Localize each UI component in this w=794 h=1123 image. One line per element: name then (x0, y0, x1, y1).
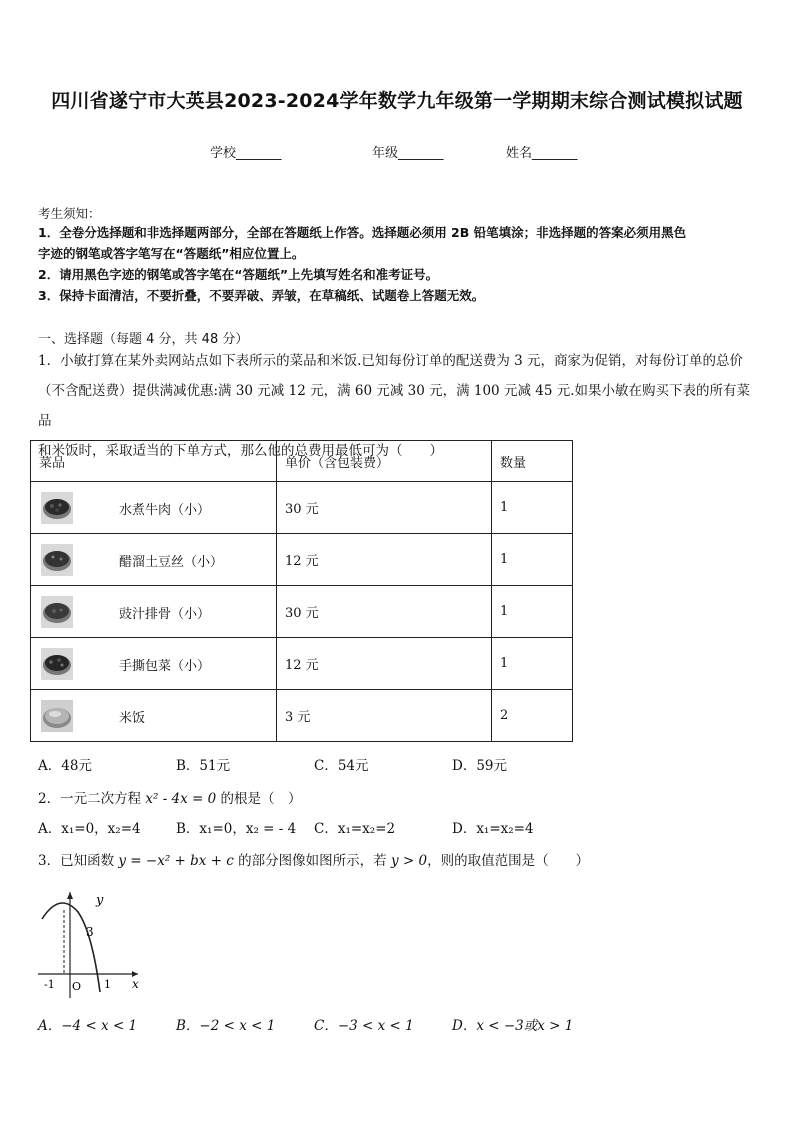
intercept-label-3: 3 (86, 925, 94, 939)
qty-cell: 1 (492, 482, 573, 534)
option-a[interactable]: A．x₁=0，x₂=4 (38, 821, 141, 837)
dish-name: 醋溜土豆丝（小） (119, 555, 224, 570)
price-cell: 30 元 (277, 586, 492, 638)
option-b[interactable]: B．51元 (176, 758, 231, 774)
option-a[interactable]: A．48元 (38, 758, 92, 774)
dish-photo-icon (41, 544, 73, 576)
table-header-cell: 菜品 (31, 441, 277, 482)
question-3-text (38, 846, 760, 876)
menu-table (30, 440, 573, 742)
option-d[interactable]: D．59元 (452, 758, 508, 774)
question-2-text (38, 784, 760, 814)
table-header-cell: 数量 (492, 441, 573, 482)
dish-cell (31, 586, 277, 638)
y-axis-arrow-icon (67, 892, 73, 899)
price-cell: 3 元 (277, 690, 492, 742)
dish-photo-icon (41, 596, 73, 628)
option-c[interactable]: C．x₁=x₂=2 (314, 821, 396, 837)
question-3-middle: 的部分图像如图所示，若 (233, 853, 391, 869)
question-2-suffix: 的根是（ ） (216, 791, 302, 807)
table-row (31, 482, 573, 534)
notice-list (38, 222, 760, 306)
table-header-row (31, 441, 573, 482)
table-row (31, 690, 573, 742)
notice-item: 3．保持卡面清洁，不要折叠，不要弄破、弄皱，在草稿纸、试题卷上答题无效。 (38, 288, 485, 303)
section-title: 一、选择题（每题 4 分，共 48 分） (38, 332, 249, 347)
price-cell: 12 元 (277, 638, 492, 690)
table-header-cell: 单价（含包装费） (277, 441, 492, 482)
option-a[interactable]: A．−4 < x < 1 (38, 1018, 138, 1034)
question-1-line: 和米饭时，采取适当的下单方式，那么他的总费用最低可为（ ） (38, 443, 443, 459)
dish-photo-icon (41, 492, 73, 524)
question-2-equation: x² - 4x = 0 (145, 791, 217, 807)
dish-cell (31, 638, 277, 690)
parabola-graph (34, 884, 144, 1004)
name-field[interactable]: 姓名_______ (506, 146, 578, 161)
question-3-suffix: ，则的取值范围是（ ） (427, 853, 590, 869)
dish-cell (31, 482, 277, 534)
question-3-function: y = −x² + bx + c (118, 853, 234, 869)
rice-bowl-icon (41, 700, 73, 732)
grade-field[interactable]: 年级_______ (372, 146, 444, 161)
notice-label: 考生须知： (38, 206, 101, 221)
tick-label-neg1: -1 (44, 978, 55, 991)
dish-cell (31, 690, 277, 742)
option-c[interactable]: C．−3 < x < 1 (314, 1018, 414, 1034)
question-2-prefix: 2．一元二次方程 (38, 791, 146, 807)
price-cell: 12 元 (277, 534, 492, 586)
question-1-line: 1．小敏打算在某外卖网站点如下表所示的菜品和米饭.已知每份订单的配送费为 3 元，商家为促销，对每份订单的总价 (38, 353, 744, 369)
table-row (31, 638, 573, 690)
notice-item: 字迹的钢笔或答字笔写在“答题纸”相应位置上。 (38, 246, 305, 261)
school-field[interactable]: 学校_______ (210, 146, 282, 161)
x-axis-label: x (132, 977, 139, 991)
option-d[interactable]: D．x < −3或x > 1 (452, 1018, 574, 1034)
question-1-line: （不含配送费）提供满减优惠:满 30 元减 12 元，满 60 元减 30 元，满 100 元减 45 元.如果小敏在购买下表的所有菜品 (38, 383, 750, 429)
price-cell: 30 元 (277, 482, 492, 534)
option-c[interactable]: C．54元 (314, 758, 369, 774)
dish-photo-icon (41, 648, 73, 680)
dish-name: 手撕包菜（小） (119, 659, 211, 674)
notice-item: 1．全卷分选择题和非选择题两部分，全部在答题纸上作答。选择题必须用 2B 铅笔填涂；非选择题的答案必须用黑色 (38, 225, 687, 240)
question-3-condition: y > 0 (390, 853, 428, 869)
dish-name: 豉汁排骨（小） (119, 607, 211, 622)
dish-name: 水煮牛肉（小） (119, 503, 211, 518)
option-b[interactable]: B．−2 < x < 1 (176, 1018, 276, 1034)
qty-cell: 1 (492, 638, 573, 690)
dish-name: 米饭 (119, 711, 146, 726)
qty-cell: 1 (492, 586, 573, 638)
question-3-prefix: 3．已知函数 (38, 853, 119, 869)
qty-cell: 1 (492, 534, 573, 586)
y-axis-label: y (96, 893, 104, 908)
tick-label-1: 1 (104, 978, 111, 991)
dish-cell (31, 534, 277, 586)
option-d[interactable]: D．x₁=x₂=4 (452, 821, 534, 837)
origin-label: O (72, 980, 82, 993)
table-row (31, 534, 573, 586)
option-b[interactable]: B．x₁=0，x₂ = - 4 (176, 821, 297, 837)
table-row (31, 586, 573, 638)
notice-item: 2．请用黑色字迹的钢笔或答字笔在“答题纸”上先填写姓名和准考证号。 (38, 267, 439, 282)
qty-cell: 2 (492, 690, 573, 742)
page-title: 四川省遂宁市大英县2023-2024学年数学九年级第一学期期末综合测试模拟试题 (51, 90, 743, 112)
